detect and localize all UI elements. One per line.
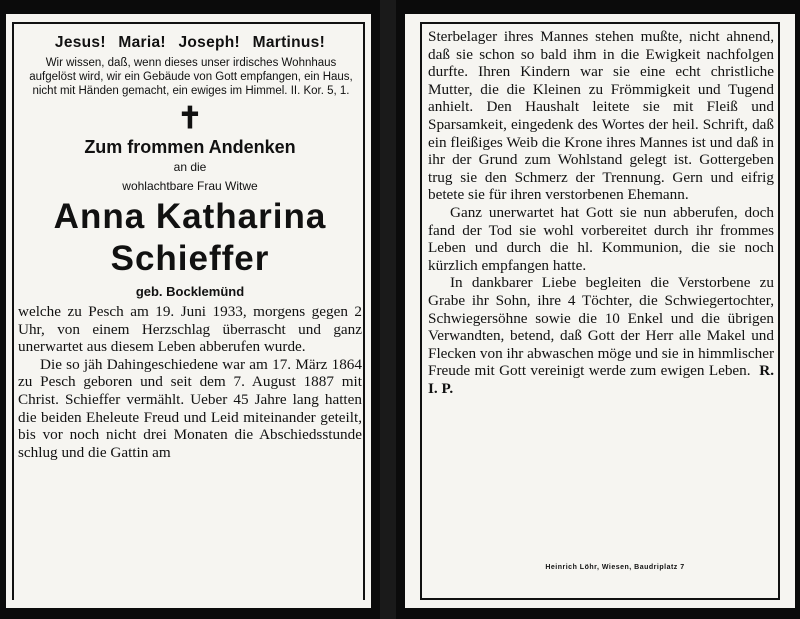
left-paragraph-1: welche zu Pesch am 19. Juni 1933, morgens gegen 2 Uhr, von einem Herzschlag überrascht und ganz unerwartet aus diesem Leben abberufen wurde. [18, 303, 362, 356]
addressee-text: wohlachtbare Frau Witwe [122, 179, 258, 193]
right-paragraph-2: Ganz unerwartet hat Gott sie nun abberufen, doch fand der Tod sie wohl vorbereitet durch ihr frommes Leben und durch die hl. Kommunion, die sie noch kürzlich empfangen hatte. [428, 203, 774, 274]
printer-imprint: Heinrich Löhr, Wiesen, Baudriplatz 7 [545, 564, 685, 571]
memorial-heading: Zum frommen Andenken [84, 137, 296, 157]
right-paragraph-1: Sterbelager ihres Mannes stehen mußte, nicht ahnend, daß sie schon so bald ihm in die Ewigkeit nachfolgen durfte. Ihren Kindern war sie eine echt christliche Mutter, die die Kleinen zu Frömmigkeit und Tugend anhielt. Den Haushalt leitete sie mit Fleiß und Sparsamkeit, eingedenk des Wortes der heil. Schrift, daß ein fleißiges Weib die Krone ihres Mannes ist und daß in ihr der Grund zum Wohlstand gelegt ist. Gottergeben trug sie den Schmerz der Trennung. Gern und eifrig betete sie für ihren verstorbenen Ehemann. [428, 28, 774, 204]
rip-text: R. I. P. [428, 362, 775, 397]
right-body-text [428, 28, 774, 397]
cross-icon: ✝ [177, 101, 203, 136]
left-paragraph-2: Die so jäh Dahingeschiedene war am 17. März 1864 zu Pesch geboren und seit dem 7. August 1887 mit Christ. Schieffer vermählt. Ueber 45 Jahre lang hatten die beiden Eheleute Freud und Leid miteinander geteilt, bis vor noch nicht drei Monaten die Abschiedsstunde schlug und die Gattin am [18, 355, 362, 461]
right-page-content [428, 28, 774, 397]
deceased-first-name: Anna Katharina [53, 197, 327, 236]
bible-verse: Wir wissen, daß, wenn dieses unser irdisches Wohnhaus aufgelöst wird, wir ein Gebäude von Gott empfangen, ein Haus, nicht mit Händen gemacht, ein ewiges im Himmel. II. Kor. 5, 1. [29, 57, 353, 97]
fold-divider [380, 0, 396, 619]
left-body-text [18, 303, 362, 461]
maiden-name: geb. Bocklemünd [135, 284, 245, 299]
right-paragraph-3 [428, 274, 774, 397]
invocation-line: Jesus! Maria! Joseph! Martinus! [54, 34, 326, 51]
right-paragraph-3-text: In dankbarer Liebe begleiten die Verstorbene zu Grabe ihr Sohn, ihre 4 Töchter, die Schwiegertochter, Schwiegersöhne sowie die 10 Enkel und die übrigen Verwandten, betend, daß Gott der Herr alle Makel und Flecken von ihr abwaschen möge und sie in himmlischer Freude mit Gott vereinigt werde zum ewigen Leben. [428, 274, 774, 380]
an-die-text: an die [173, 160, 207, 174]
left-page-content [18, 24, 362, 461]
deceased-surname: Schieffer [110, 239, 270, 278]
